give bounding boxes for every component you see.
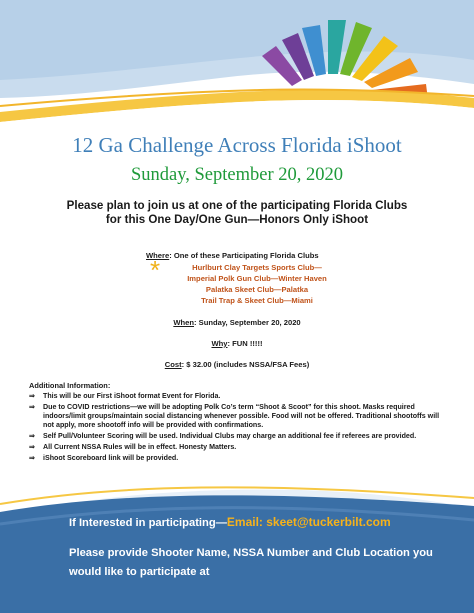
arrow-icon: ⇒ bbox=[29, 432, 35, 440]
why-label: Why bbox=[211, 339, 228, 348]
when-text: : Sunday, September 20, 2020 bbox=[194, 318, 301, 327]
event-date: Sunday, September 20, 2020 bbox=[130, 165, 344, 185]
arrow-icon: ⇒ bbox=[29, 403, 35, 411]
cost-text: : $ 32.00 (includes NSSA/FSA Fees) bbox=[181, 360, 310, 369]
arrow-icon: ⇒ bbox=[29, 443, 35, 451]
club-item: Palatka Skeet Club—Palatka bbox=[205, 285, 309, 294]
club-item: Trail Trap & Skeet Club—Miami bbox=[201, 296, 313, 305]
where-label: Where bbox=[146, 251, 170, 260]
invitation-line-2: for this One Day/One Gun—Honors Only iShoot bbox=[105, 213, 369, 226]
list-item-text: Self Pull/Volunteer Scoring will be used. Individual Clubs may charge an additional fee if referees are provided. bbox=[43, 432, 417, 440]
invitation bbox=[40, 199, 434, 227]
why-line bbox=[0, 339, 474, 348]
cost-line bbox=[0, 360, 474, 369]
cost-label: Cost bbox=[164, 360, 182, 369]
star-icon: * bbox=[150, 255, 161, 285]
list-item-text: Due to COVID restrictions—we will be adopting Polk Co’s term “Shoot & Scoot” for this shoot. Masks required indoors/limit groups/maintain social distancing whenever possible. Food will not be offered. Traditional shootoffs will not apply, more shootoff info will be provided with confirmations. bbox=[43, 403, 440, 429]
list-item-text: All Current NSSA Rules will be in effect. Honesty Matters. bbox=[43, 443, 237, 451]
where-text: : One of these Participating Florida Clubs bbox=[169, 251, 319, 260]
list-item bbox=[29, 443, 447, 452]
list-item-text: This will be our First iShoot format Event for Florida. bbox=[43, 392, 221, 400]
list-item bbox=[29, 454, 447, 463]
when-label: When bbox=[173, 318, 195, 327]
club-item: Imperial Polk Gun Club—Winter Haven bbox=[187, 274, 327, 283]
list-item bbox=[29, 392, 447, 401]
club-list bbox=[150, 262, 364, 306]
sunrise-header-art bbox=[0, 0, 474, 130]
club-item: Hurlburt Clay Targets Sports Club— bbox=[192, 263, 322, 272]
additional-info-list bbox=[29, 392, 447, 465]
list-item-text: iShoot Scoreboard link will be provided. bbox=[43, 454, 179, 462]
event-title: 12 Ga Challenge Across Florida iShoot bbox=[72, 133, 402, 157]
arrow-icon: ⇒ bbox=[29, 454, 35, 462]
additional-info-heading: Additional Information: bbox=[29, 381, 111, 390]
email-contact[interactable]: Email: skeet@tuckerbilt.com bbox=[226, 515, 391, 529]
where-line bbox=[146, 251, 319, 260]
why-text: : FUN !!!!! bbox=[227, 339, 263, 348]
list-item bbox=[29, 403, 447, 430]
footer-interest-line bbox=[69, 515, 391, 529]
list-item bbox=[29, 432, 447, 441]
footer-instructions: Please provide Shooter Name, NSSA Number and Club Location you would like to participate at bbox=[69, 547, 433, 578]
arrow-icon: ⇒ bbox=[29, 392, 35, 400]
interest-text: If Interested in participating— bbox=[69, 517, 227, 529]
invitation-line-1: Please plan to join us at one of the participating Florida Clubs bbox=[66, 199, 408, 212]
when-line bbox=[0, 318, 474, 327]
